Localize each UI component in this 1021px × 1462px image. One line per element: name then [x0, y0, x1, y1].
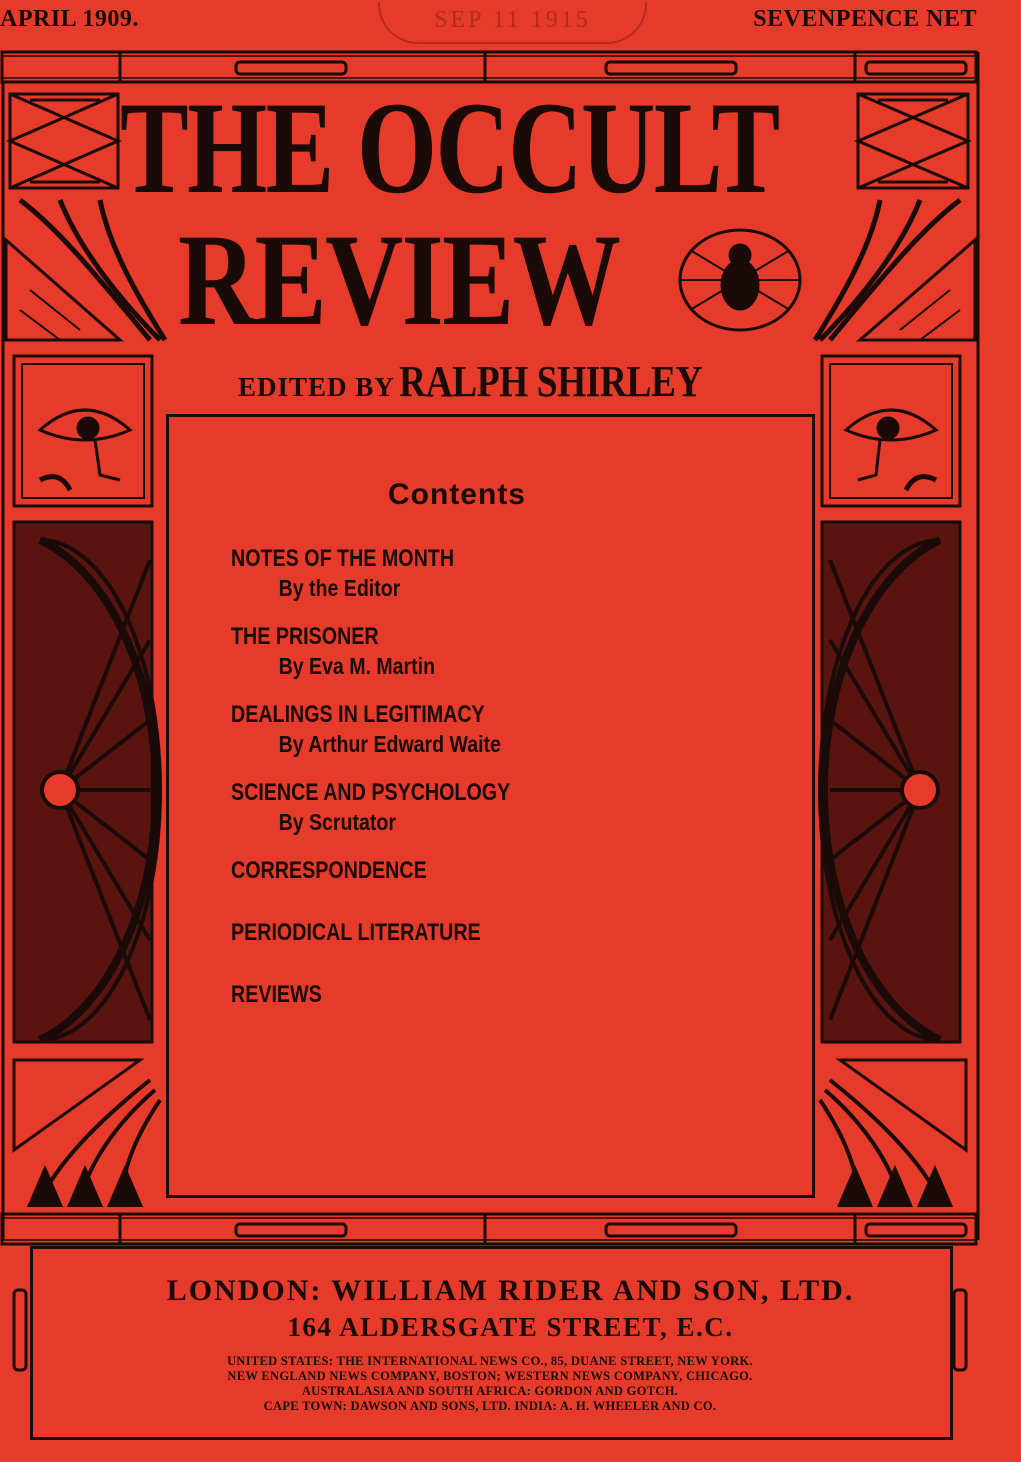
title-line-2: REVIEW: [178, 206, 620, 353]
toc-entry: [231, 856, 572, 886]
publisher-name: LONDON: WILLIAM RIDER AND SON, LTD.: [166, 1274, 855, 1307]
agent-line: CAPE TOWN: DAWSON AND SONS, LTD. INDIA: A. H. WHEELER AND CO.: [263, 1399, 717, 1413]
publisher-address: 164 ALDERSGATE STREET, E.C.: [287, 1312, 734, 1342]
editor-line: [238, 356, 755, 407]
editor-name: RALPH SHIRLEY: [398, 357, 702, 406]
title-line-1: THE OCCULT: [120, 74, 779, 221]
toc-title: DEALINGS IN LEGITIMACY: [231, 701, 485, 728]
toc-author: By the Editor: [278, 575, 401, 601]
price: SEVENPENCE NET: [753, 6, 977, 32]
toc-title: SCIENCE AND PSYCHOLOGY: [231, 779, 511, 806]
edited-by-label: EDITED BY: [238, 372, 395, 402]
toc-title: REVIEWS: [231, 981, 322, 1008]
toc-title: NOTES OF THE MONTH: [231, 545, 455, 572]
toc-entry: [231, 980, 572, 1010]
toc-entry: [231, 918, 572, 948]
toc-entry: [231, 622, 572, 680]
toc-title: THE PRISONER: [231, 623, 379, 650]
toc-author: By Arthur Edward Waite: [278, 731, 501, 757]
toc-author: By Scrutator: [278, 809, 396, 835]
agents-list: [60, 1354, 920, 1414]
contents-heading: Contents: [388, 478, 526, 511]
toc-entry: [231, 778, 572, 836]
toc-title: PERIODICAL LITERATURE: [231, 919, 481, 946]
toc-entry: [231, 544, 572, 602]
table-of-contents: [231, 544, 572, 1042]
toc-author: By Eva M. Martin: [278, 653, 436, 679]
issue-date: APRIL 1909.: [0, 6, 139, 32]
agent-line: AUSTRALASIA AND SOUTH AFRICA: GORDON AND GOTCH.: [301, 1384, 679, 1398]
toc-entry: [231, 700, 572, 758]
library-stamp: SEP 11 1915: [378, 2, 647, 44]
agent-line: NEW ENGLAND NEWS COMPANY, BOSTON; WESTERN NEWS COMPANY, CHICAGO.: [227, 1369, 753, 1383]
toc-title: CORRESPONDENCE: [231, 857, 427, 884]
agent-line: UNITED STATES: THE INTERNATIONAL NEWS CO., 85, DUANE STREET, NEW YORK.: [227, 1354, 753, 1368]
